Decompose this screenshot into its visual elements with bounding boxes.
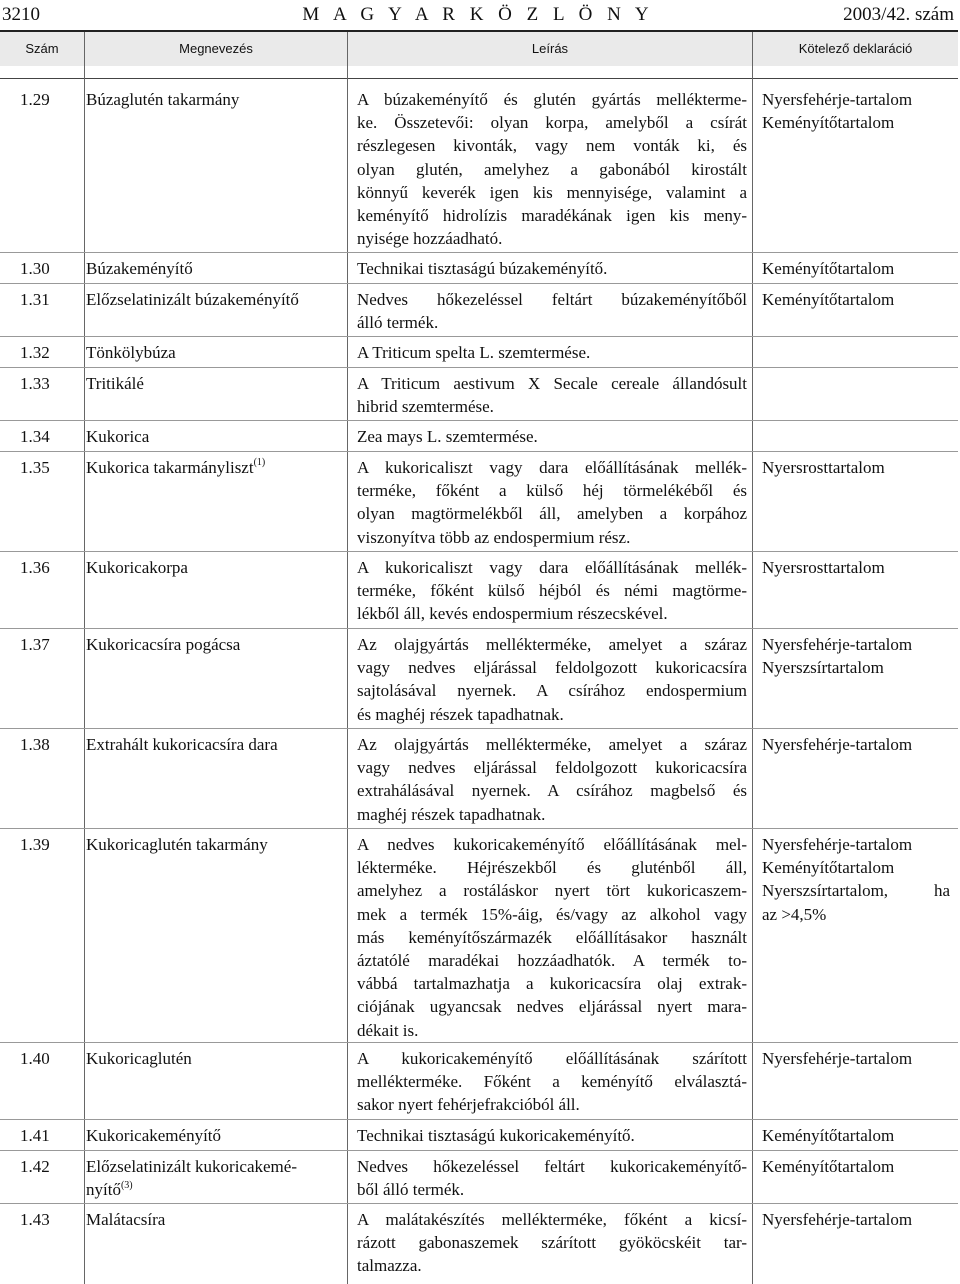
- row-declaration: [762, 88, 950, 134]
- row-name: [86, 288, 344, 311]
- description-line: Technikai tisztaságú kukoricakeményítő.: [357, 1126, 635, 1145]
- row-declaration: [762, 833, 950, 926]
- row-name: [86, 1124, 344, 1147]
- row-name: [86, 88, 344, 111]
- row-separator: [0, 728, 958, 729]
- column-divider: [347, 32, 348, 1284]
- row-description: [357, 1124, 747, 1147]
- row-number: 1.31: [20, 290, 50, 309]
- row-separator: [0, 551, 958, 552]
- description-line: terméke, főként a külső héj törmelékéből és: [357, 481, 747, 501]
- declaration-line: Keményítőtartalom: [762, 1126, 895, 1145]
- row-separator: [0, 252, 958, 253]
- row-name: [86, 1155, 344, 1201]
- row-description: [357, 257, 747, 280]
- row-description: [357, 833, 747, 1042]
- row-description: [357, 733, 747, 826]
- row-declaration: [762, 556, 950, 579]
- description-line: Nedves hőkezeléssel feltárt búzakeményítőből: [357, 290, 747, 309]
- row-name-text: Előzselatinizált kukoricakemé-: [86, 1157, 297, 1176]
- description-line: viszonyítva több az endospermium rész.: [357, 527, 631, 547]
- row-name: [86, 1208, 344, 1231]
- declaration-line: Nyersfehérje-tartalom: [762, 1210, 913, 1229]
- row-name-text: nyítő: [86, 1180, 121, 1200]
- declaration-line: Keményítőtartalom: [762, 259, 895, 278]
- row-description: [357, 341, 747, 364]
- row-name-text: Búzakeményítő: [86, 259, 193, 278]
- row-separator: [0, 1150, 958, 1151]
- row-description: [357, 456, 747, 549]
- row-number: 1.34: [20, 427, 50, 446]
- description-line: Nedves hőkezeléssel feltárt kukoricakeményítő-: [357, 1157, 747, 1176]
- column-header-desc: Leírás: [348, 32, 752, 66]
- column-divider: [752, 32, 753, 1284]
- row-separator: [0, 451, 958, 452]
- declaration-line: Nyersfehérje-tartalom: [762, 1049, 913, 1068]
- row-number: 1.32: [20, 343, 50, 362]
- row-number: 1.29: [20, 90, 50, 109]
- description-line: áztatólé maradékai hozzáadhatók. A termék to-: [357, 951, 747, 971]
- row-number: 1.30: [20, 259, 50, 278]
- row-number: 1.36: [20, 558, 50, 577]
- description-line: A kukoricaliszt vagy dara előállításának mellék-: [357, 558, 747, 577]
- column-header-rule: [0, 78, 958, 79]
- row-description: [357, 425, 747, 448]
- row-number: 1.35: [20, 458, 50, 477]
- row-declaration: [762, 288, 950, 311]
- row-name: [86, 833, 344, 856]
- row-name-text: Kukoricacsíra pogácsa: [86, 635, 241, 654]
- description-line: Technikai tisztaságú búzakeményítő.: [357, 259, 608, 278]
- declaration-line: Keményítőtartalom: [762, 113, 895, 133]
- row-declaration: [762, 1208, 950, 1231]
- description-line: mellékterméke. Főként a keményítő elválasztá-: [357, 1072, 747, 1092]
- description-line: sajtolásával nyernek. A csírához endospermium: [357, 681, 747, 701]
- description-line: könnyű keverék igen kis mennyisége, valamint a: [357, 182, 747, 202]
- description-line: lékterméke. Héjrészekből és gluténből áll,: [357, 858, 747, 878]
- description-line: más keményítőszármazék előállításakor használt: [357, 927, 747, 947]
- row-separator: [0, 283, 958, 284]
- declaration-line: Nyerszsírtartalom, ha: [762, 881, 950, 901]
- description-line: olyan glutén, amelyhez a gabonából kirostált: [357, 159, 747, 179]
- declaration-line: Nyersfehérje-tartalom: [762, 635, 913, 654]
- description-line: olyan magtörmelékből áll, amelyben a korpához: [357, 504, 747, 524]
- declaration-line: Nyersrosttartalom: [762, 558, 885, 577]
- description-line: dékait is.: [357, 1020, 419, 1040]
- row-number: 1.33: [20, 374, 50, 393]
- row-name-text: Előzselatinizált búzakeményítő: [86, 290, 299, 309]
- row-separator: [0, 420, 958, 421]
- description-line: és maghéj részek tapadhatnak.: [357, 704, 564, 724]
- row-declaration: [762, 456, 950, 479]
- description-line: lékből áll, kevés endospermium részecskével.: [357, 604, 668, 624]
- declaration-line: Nyersfehérje-tartalom: [762, 90, 913, 109]
- description-line: A kukoricaliszt vagy dara előállításának mellék-: [357, 458, 747, 477]
- row-name-text: Malátacsíra: [86, 1210, 166, 1229]
- declaration-line: Nyerszsírtartalom: [762, 658, 884, 678]
- row-separator: [0, 1119, 958, 1120]
- row-description: [357, 372, 747, 418]
- row-name-text: Tritikálé: [86, 374, 144, 393]
- column-header-req: Kötelező deklaráció: [753, 32, 958, 66]
- row-separator: [0, 1203, 958, 1204]
- description-line: részlegesen kivonták, vagy nem vonták ki, és: [357, 136, 747, 156]
- row-number: 1.42: [20, 1157, 50, 1176]
- declaration-line: Nyersfehérje-tartalom: [762, 735, 913, 754]
- row-name: [86, 1047, 344, 1070]
- description-line: mek a termék 15%-áig, és/vagy az alkohol vagy: [357, 904, 747, 924]
- row-number: 1.39: [20, 835, 50, 854]
- issue-number: 2003/42. szám: [843, 4, 954, 25]
- row-description: [357, 1155, 747, 1201]
- description-line: A nedves kukoricakeményítő előállításának mel-: [357, 835, 747, 854]
- column-header-name: Megnevezés: [85, 32, 347, 66]
- description-line: ciójának ugyancsak nedves eljárással nyert mara-: [357, 997, 747, 1017]
- row-name-text: Búzaglutén takarmány: [86, 90, 240, 109]
- declaration-line: az >4,5%: [762, 904, 827, 924]
- description-line: vagy nedves eljárással feldolgozott kukoricacsíra: [357, 758, 747, 778]
- row-description: [357, 88, 747, 250]
- row-name-text: Kukorica: [86, 427, 150, 446]
- column-divider: [84, 32, 85, 1284]
- row-name-text: Kukoricakeményítő: [86, 1126, 222, 1145]
- row-name: [86, 456, 344, 479]
- row-name: [86, 372, 344, 395]
- description-line: álló termék.: [357, 313, 439, 333]
- row-description: [357, 288, 747, 334]
- declaration-line: Keményítőtartalom: [762, 290, 895, 309]
- description-line: A kukoricakeményítő előállításának szárított: [357, 1049, 747, 1068]
- row-declaration: [762, 1047, 950, 1070]
- footnote-ref: (3): [120, 1179, 133, 1191]
- row-name: [86, 425, 344, 448]
- row-description: [357, 556, 747, 626]
- description-line: ke. Összetevői: olyan korpa, amelyből a csírát: [357, 113, 747, 133]
- row-name: [86, 341, 344, 364]
- description-line: A malátakészítés mellékterméke, főként a kicsí-: [357, 1210, 747, 1229]
- description-line: keményítő hidrolízis maradékának igen kis meny-: [357, 206, 747, 226]
- description-line: ből álló termék.: [357, 1180, 465, 1200]
- description-line: Az olajgyártás mellékterméke, amelyet a száraz: [357, 735, 747, 754]
- row-declaration: [762, 733, 950, 756]
- description-line: hibrid szemtermése.: [357, 397, 494, 417]
- description-line: A búzakeményítő és glutén gyártás mellékterme-: [357, 90, 747, 109]
- declaration-line: Nyersrosttartalom: [762, 458, 885, 477]
- row-separator: [0, 828, 958, 829]
- description-line: nyisége hozzáadható.: [357, 229, 503, 249]
- description-line: vagy nedves eljárással feldolgozott kukoricacsíra: [357, 658, 747, 678]
- description-line: A Triticum spelta L. szemtermése.: [357, 343, 591, 362]
- footnote-ref: (1): [253, 457, 266, 469]
- row-number: 1.43: [20, 1210, 50, 1229]
- row-name: [86, 733, 344, 756]
- row-number: 1.37: [20, 635, 50, 654]
- row-declaration: [762, 1155, 950, 1178]
- row-declaration: [762, 633, 950, 679]
- description-line: rázott gabonaszemek szárított gyököcskéit tar-: [357, 1233, 747, 1253]
- row-description: [357, 633, 747, 726]
- row-separator: [0, 336, 958, 337]
- column-header-num: Szám: [0, 32, 84, 66]
- row-name: [86, 257, 344, 280]
- page-number: 3210: [2, 4, 40, 25]
- description-line: amelyhez a rostáláskor nyert tört kukoricaszem-: [357, 881, 747, 901]
- row-description: [357, 1047, 747, 1117]
- description-line: A Triticum aestivum X Secale cereale állandósult: [357, 374, 747, 393]
- row-name-text: Kukoricaglutén: [86, 1049, 192, 1068]
- row-name: [86, 556, 344, 579]
- description-line: terméke, főként külső héjból és némi magtörme-: [357, 581, 747, 601]
- row-declaration: [762, 257, 950, 280]
- description-line: talmazza.: [357, 1256, 422, 1276]
- page-header: [2, 4, 954, 26]
- description-line: Az olajgyártás mellékterméke, amelyet a száraz: [357, 635, 747, 654]
- row-description: [357, 1208, 747, 1278]
- row-separator: [0, 628, 958, 629]
- row-name-text: Tönkölybúza: [86, 343, 176, 362]
- row-number: 1.41: [20, 1126, 50, 1145]
- row-separator: [0, 367, 958, 368]
- description-line: extrahálásával nyernek. A csírához magbelső és: [357, 781, 747, 801]
- row-name-text: Extrahált kukoricacsíra dara: [86, 735, 278, 754]
- row-name-text: Kukoricakorpa: [86, 558, 188, 577]
- declaration-line: Keményítőtartalom: [762, 858, 895, 878]
- description-line: sakor nyert fehérjefrakcióból áll.: [357, 1095, 580, 1115]
- row-name-text: Kukoricaglutén takarmány: [86, 835, 268, 854]
- row-name: [86, 633, 344, 656]
- row-number: 1.38: [20, 735, 50, 754]
- declaration-line: Nyersfehérje-tartalom: [762, 835, 913, 854]
- row-number: 1.40: [20, 1049, 50, 1068]
- description-line: maghéj részek tapadhatnak.: [357, 804, 546, 824]
- row-separator: [0, 1042, 958, 1043]
- description-line: vábbá tartalmazhatja a kukoricacsíra olaj extrak-: [357, 974, 747, 994]
- publication-title: M A G Y A R K Ö Z L Ö N Y: [302, 4, 654, 25]
- description-line: Zea mays L. szemtermése.: [357, 427, 538, 446]
- row-declaration: [762, 1124, 950, 1147]
- row-name-text: Kukorica takarmányliszt: [86, 458, 254, 477]
- declaration-line: Keményítőtartalom: [762, 1157, 895, 1176]
